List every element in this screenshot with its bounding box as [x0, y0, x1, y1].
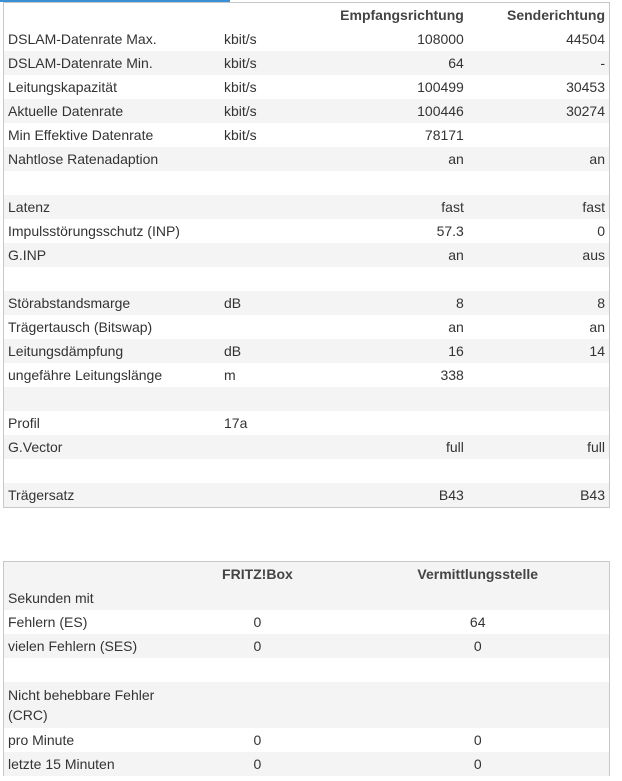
header-unit	[220, 3, 326, 28]
row-upstream-value: full	[468, 435, 610, 459]
row-label	[4, 171, 221, 195]
row-downstream-value: 100446	[326, 99, 468, 123]
table-row	[4, 219, 610, 243]
table-header-row	[4, 3, 610, 28]
row-exchange-value: 64	[346, 610, 609, 634]
row-upstream-value: 30274	[468, 99, 610, 123]
row-upstream-value	[468, 171, 610, 195]
table-row	[4, 752, 610, 776]
row-fritzbox-value: 0	[168, 610, 346, 634]
table-row	[4, 363, 610, 387]
row-downstream-value: B43	[326, 483, 468, 508]
row-upstream-value: 30453	[468, 75, 610, 99]
row-downstream-value: 100499	[326, 75, 468, 99]
table-row	[4, 411, 610, 435]
row-upstream-value	[468, 267, 610, 291]
row-label: Min Effektive Datenrate	[4, 123, 221, 147]
row-downstream-value: 16	[326, 339, 468, 363]
row-label	[4, 267, 221, 291]
row-fritzbox-value	[168, 682, 346, 728]
row-unit	[220, 459, 326, 483]
row-unit	[220, 435, 326, 459]
row-downstream-value: an	[326, 315, 468, 339]
row-upstream-value	[468, 387, 610, 411]
row-fritzbox-value	[168, 658, 346, 682]
row-upstream-value	[468, 459, 610, 483]
row-downstream-value	[326, 411, 468, 435]
table-row	[4, 267, 610, 291]
header-fritzbox: FRITZ!Box	[168, 562, 346, 587]
row-downstream-value: full	[326, 435, 468, 459]
row-unit: kbit/s	[220, 27, 326, 51]
row-upstream-value: 44504	[468, 27, 610, 51]
row-label: Nicht behebbare Fehler (CRC)	[4, 682, 169, 728]
table-row	[4, 728, 610, 752]
row-label: Leitungsdämpfung	[4, 339, 221, 363]
table-row	[4, 459, 610, 483]
row-label: Impulsstörungsschutz (INP)	[4, 219, 221, 243]
row-label: DSLAM-Datenrate Min.	[4, 51, 221, 75]
row-downstream-value	[326, 267, 468, 291]
table-row	[4, 435, 610, 459]
row-unit: 17a	[220, 411, 326, 435]
row-label: ungefähre Leitungslänge	[4, 363, 221, 387]
row-label: Trägertausch (Bitswap)	[4, 315, 221, 339]
row-label	[4, 387, 221, 411]
row-unit	[220, 315, 326, 339]
row-label	[4, 658, 169, 682]
row-fritzbox-value: 0	[168, 752, 346, 776]
row-unit: kbit/s	[220, 51, 326, 75]
row-unit	[220, 483, 326, 508]
row-unit: dB	[220, 291, 326, 315]
row-exchange-value	[346, 682, 609, 728]
row-downstream-value: 108000	[326, 27, 468, 51]
table-row	[4, 483, 610, 508]
table-row	[4, 171, 610, 195]
row-label: Profil	[4, 411, 221, 435]
row-exchange-value: 0	[346, 728, 609, 752]
row-label: Leitungskapazität	[4, 75, 221, 99]
row-downstream-value: fast	[326, 195, 468, 219]
table-row	[4, 586, 610, 610]
row-label: Störabstandsmarge	[4, 291, 221, 315]
row-exchange-value: 0	[346, 752, 609, 776]
table-row	[4, 682, 610, 728]
row-label: G.INP	[4, 243, 221, 267]
table-row	[4, 99, 610, 123]
row-unit	[220, 267, 326, 291]
row-fritzbox-value: 0	[168, 634, 346, 658]
row-upstream-value	[468, 123, 610, 147]
dsl-line-table	[3, 2, 610, 508]
row-label: G.Vector	[4, 435, 221, 459]
table-row	[4, 315, 610, 339]
table-row	[4, 634, 610, 658]
row-label: Nahtlose Ratenadaption	[4, 147, 221, 171]
row-label: Aktuelle Datenrate	[4, 99, 221, 123]
table-row	[4, 123, 610, 147]
row-label: DSLAM-Datenrate Max.	[4, 27, 221, 51]
row-upstream-value: 14	[468, 339, 610, 363]
row-unit: m	[220, 363, 326, 387]
row-fritzbox-value	[168, 586, 346, 610]
header-label	[4, 3, 221, 28]
row-upstream-value: aus	[468, 243, 610, 267]
row-label: Fehlern (ES)	[4, 610, 169, 634]
row-unit	[220, 219, 326, 243]
row-unit: kbit/s	[220, 99, 326, 123]
row-label: letzte 15 Minuten	[4, 752, 169, 776]
row-downstream-value: 78171	[326, 123, 468, 147]
header-downstream: Empfangsrichtung	[326, 3, 468, 28]
row-downstream-value	[326, 459, 468, 483]
row-upstream-value: an	[468, 147, 610, 171]
row-upstream-value	[468, 411, 610, 435]
row-exchange-value	[346, 658, 609, 682]
row-label	[4, 459, 221, 483]
row-downstream-value: 64	[326, 51, 468, 75]
table-row	[4, 27, 610, 51]
table-row	[4, 75, 610, 99]
error-statistics-table	[3, 561, 610, 776]
table-row	[4, 658, 610, 682]
row-downstream-value: 338	[326, 363, 468, 387]
row-unit: kbit/s	[220, 75, 326, 99]
header-label	[4, 562, 169, 587]
header-exchange: Vermittlungsstelle	[346, 562, 609, 587]
row-fritzbox-value: 0	[168, 728, 346, 752]
row-label: pro Minute	[4, 728, 169, 752]
row-downstream-value: an	[326, 147, 468, 171]
table-row	[4, 291, 610, 315]
row-unit	[220, 147, 326, 171]
row-downstream-value	[326, 171, 468, 195]
row-unit	[220, 387, 326, 411]
row-downstream-value: 57.3	[326, 219, 468, 243]
table-row	[4, 195, 610, 219]
header-upstream: Senderichtung	[468, 3, 610, 28]
row-upstream-value: B43	[468, 483, 610, 508]
table-row	[4, 243, 610, 267]
row-upstream-value	[468, 363, 610, 387]
table-row	[4, 147, 610, 171]
row-upstream-value: fast	[468, 195, 610, 219]
row-upstream-value: an	[468, 315, 610, 339]
row-downstream-value	[326, 387, 468, 411]
row-downstream-value: 8	[326, 291, 468, 315]
table-row	[4, 339, 610, 363]
row-upstream-value: 8	[468, 291, 610, 315]
dsl-line-table-body	[4, 27, 610, 508]
row-unit: dB	[220, 339, 326, 363]
row-label: Latenz	[4, 195, 221, 219]
row-unit	[220, 195, 326, 219]
error-statistics-table-body	[4, 586, 610, 776]
table-row	[4, 610, 610, 634]
row-exchange-value	[346, 586, 609, 610]
row-exchange-value: 0	[346, 634, 609, 658]
row-label: Sekunden mit	[4, 586, 169, 610]
row-label: Trägersatz	[4, 483, 221, 508]
row-downstream-value: an	[326, 243, 468, 267]
table-header-row	[4, 562, 610, 587]
row-label: vielen Fehlern (SES)	[4, 634, 169, 658]
row-upstream-value: 0	[468, 219, 610, 243]
table-row	[4, 387, 610, 411]
row-unit: kbit/s	[220, 123, 326, 147]
row-upstream-value: -	[468, 51, 610, 75]
row-unit	[220, 171, 326, 195]
row-unit	[220, 243, 326, 267]
table-row	[4, 51, 610, 75]
